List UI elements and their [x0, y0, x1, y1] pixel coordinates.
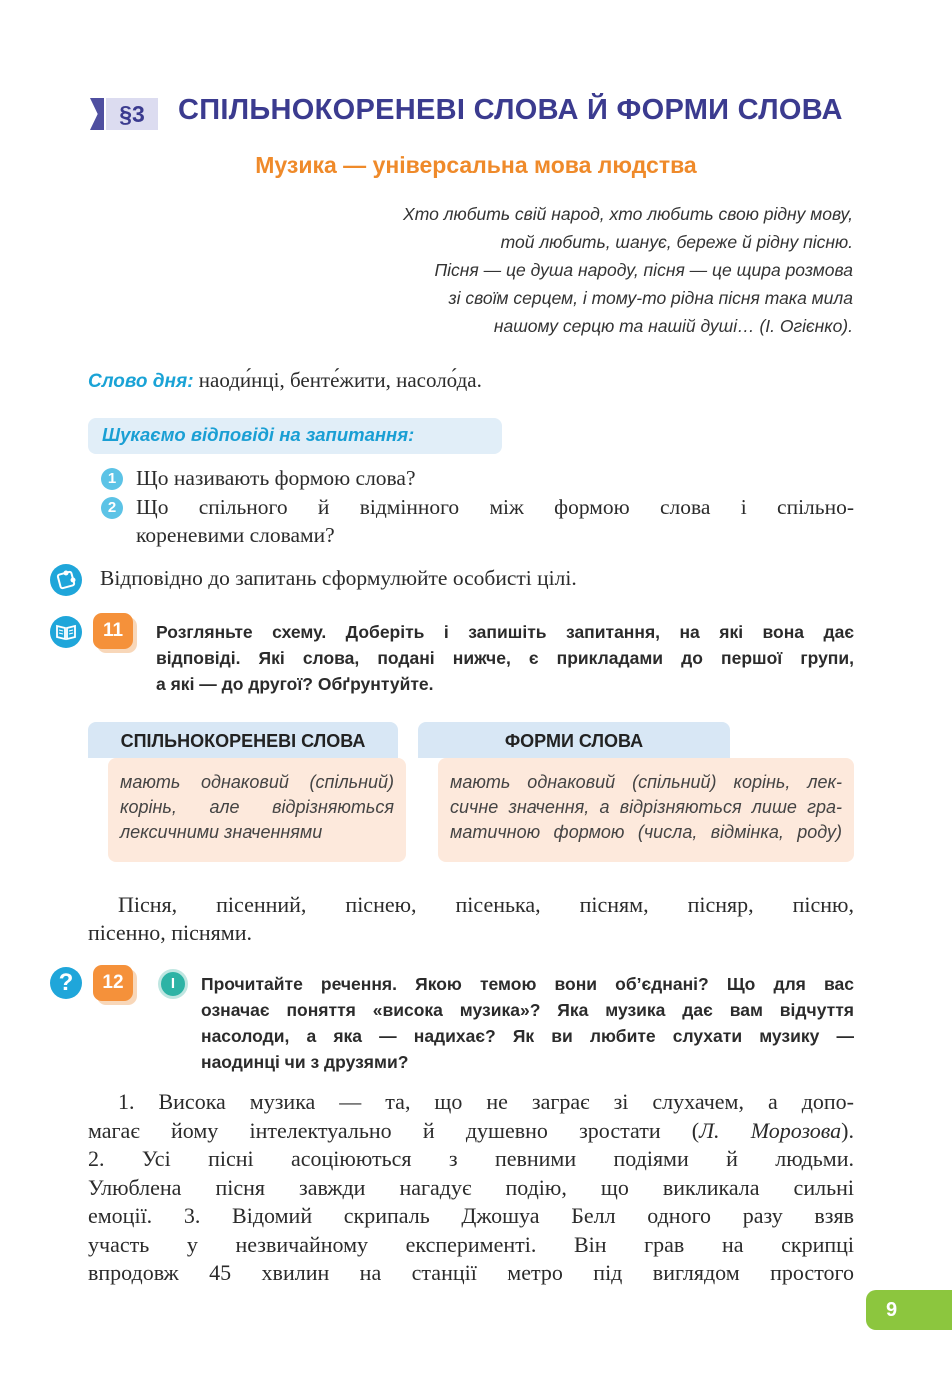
- body-line: участь у незвичайному експерименті. Він грав на скрипці: [88, 1231, 854, 1257]
- body-line: Улюблена пісня завжди нагадує подію, що викликала сильні: [88, 1174, 854, 1200]
- scheme-line: мають однаковий (спільний): [120, 772, 394, 792]
- epigraph-line: зі своїм серцем, і тому-то рідна пісня така мила: [448, 288, 853, 308]
- section-number: §3: [106, 98, 158, 130]
- word-of-day-words: наоди́нці, бенте́жити, насоло́да.: [193, 368, 482, 392]
- task-12-text: [201, 971, 854, 1075]
- book-icon: [50, 616, 82, 648]
- scheme-heading-cognates: СПІЛЬНОКОРЕНЕВІ СЛОВА: [88, 722, 398, 758]
- body-paragraph: [88, 1088, 854, 1288]
- question-text: Що називають формою слова?: [136, 466, 416, 490]
- scheme-line: лексичними значеннями: [120, 822, 323, 842]
- body-text-part: ).: [841, 1117, 854, 1143]
- task-line: Розгляньте схему. Доберіть і запишіть запитання, на які вона дає: [156, 622, 854, 642]
- epigraph-line: Хто любить свій народ, хто любить свою рідну мову,: [403, 204, 853, 224]
- examples-text: [88, 891, 854, 947]
- question-icon: ?: [50, 967, 82, 999]
- task-number-badge: 12: [93, 965, 133, 1001]
- question-text: Що спільного й відмінного між формою слова і спільно-: [136, 495, 854, 519]
- task-number-badge: 11: [93, 613, 133, 649]
- scheme-heading-forms: ФОРМИ СЛОВА: [418, 722, 730, 758]
- body-line: емоції. 3. Відомий скрипаль Джошуа Белл одного разу взяв: [88, 1203, 854, 1228]
- epigraph: [403, 200, 853, 340]
- task-line: наодинці чи з друзями?: [201, 1052, 409, 1072]
- question-text: кореневими словами?: [136, 523, 335, 547]
- body-line: 2. Усі пісні асоціюються з певними подіями й людьми.: [88, 1146, 854, 1171]
- goal-text: Відповідно до запитань сформулюйте особисті цілі.: [100, 566, 577, 590]
- question-number: 1: [101, 468, 123, 490]
- task-line: відповіді. Які слова, подані нижче, є прикладами до першої групи,: [156, 648, 854, 668]
- body-line: впродовж 45 хвилин на станції метро під виглядом простого: [88, 1260, 854, 1285]
- epigraph-line: нашому серцю та нашій душі… (І. Огієнко).: [493, 316, 853, 336]
- scheme-line: матичною формою (числа, відмінка, роду): [450, 822, 842, 842]
- word-of-day-label: Слово дня:: [88, 371, 194, 392]
- examples-line: Пісня, пісенний, піснею, пісенька, пісням, пісняр, пісню,: [118, 892, 854, 917]
- level-i-icon: I: [158, 969, 188, 999]
- body-text-part: магає йому інтелектуально й душевно зростати (: [88, 1117, 700, 1143]
- scheme-body-cognates: [108, 758, 406, 862]
- quote-author: Л. Морозова: [699, 1117, 842, 1143]
- examples-line: пісенно, піснями.: [88, 920, 252, 945]
- task-line: означає поняття «висока музика»? Яка музика дає вам відчуття: [201, 1000, 854, 1020]
- epigraph-line: Пісня — це душа народу, пісня — це щира розмова: [434, 260, 853, 280]
- body-line: 1. Висока музика — та, що не заграє зі слухачем, а допо-: [118, 1089, 854, 1114]
- epigraph-line: той любить, шанує, береже й рідну пісню.: [500, 232, 853, 252]
- scheme-line: мають однаковий (спільний) корінь, лек-: [450, 772, 842, 792]
- questions-heading: Шукаємо відповіді на запитання:: [102, 424, 415, 445]
- page-number: 9: [866, 1290, 952, 1330]
- scheme-body-forms: [438, 758, 854, 862]
- task-line: насолоди, а яка — надихає? Як ви любите слухати музику —: [201, 1026, 854, 1046]
- question-number: 2: [101, 497, 123, 519]
- scheme-line: сичне значення, а відрізняються лише гра-: [450, 797, 842, 817]
- lesson-subtitle: Музика — універсальна мова людства: [255, 152, 697, 178]
- page-title: СПІЛЬНОКОРЕНЕВІ СЛОВА Й ФОРМИ СЛОВА: [178, 94, 843, 126]
- task-line: а які — до другої? Обґрунтуйте.: [156, 674, 434, 694]
- puzzle-icon: [50, 564, 82, 596]
- word-of-day: [88, 368, 482, 393]
- body-line: [88, 1117, 854, 1146]
- scheme-line: корінь, але відрізняються: [120, 797, 394, 817]
- section-marker: [90, 98, 104, 130]
- task-11-text: [156, 619, 854, 697]
- task-line: Прочитайте речення. Якою темою вони об’єднані? Що для вас: [201, 974, 854, 994]
